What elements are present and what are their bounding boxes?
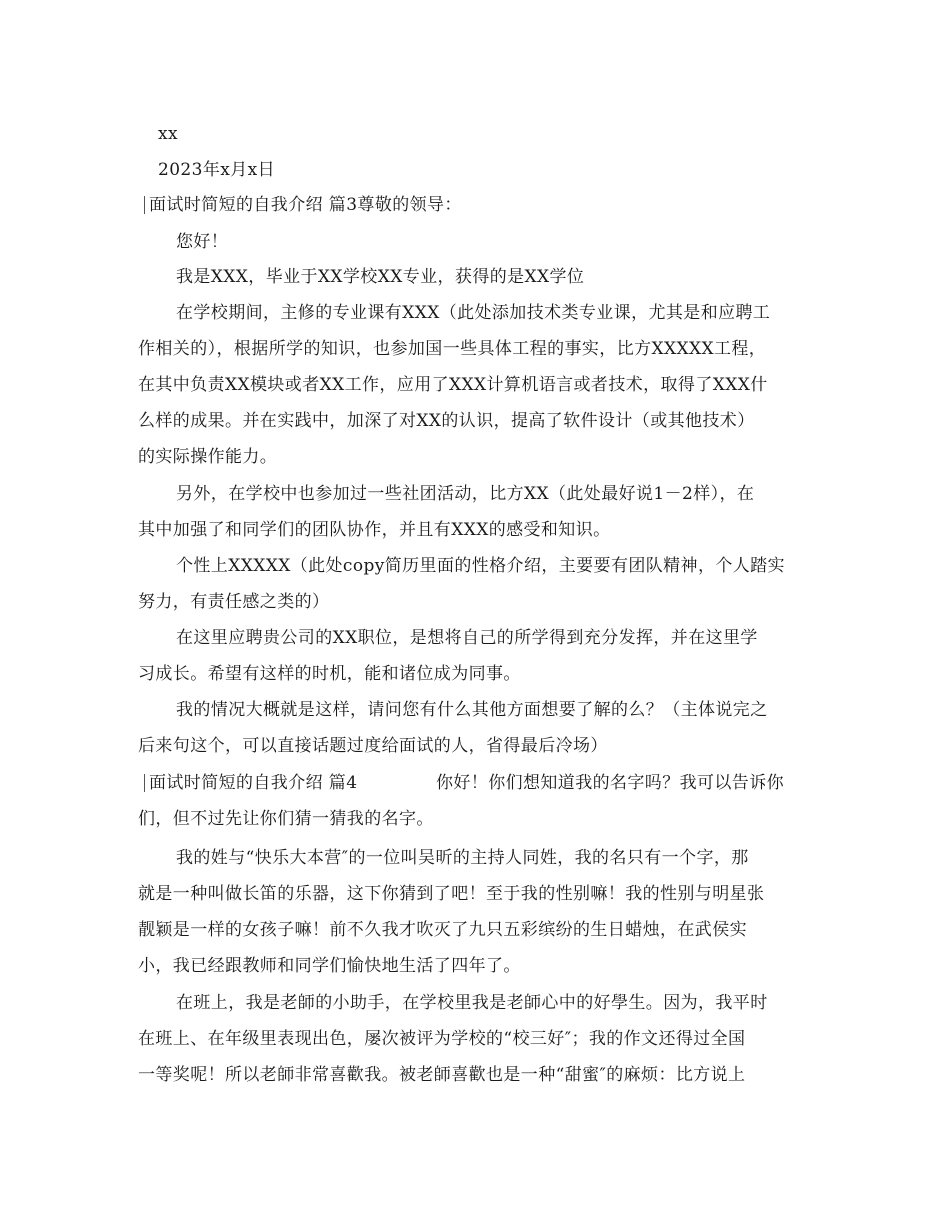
paragraph-line: 靓颖是一样的女孩子嘛！前不久我才吹灭了九只五彩缤纷的生日蜡烛，在武侯实: [138, 920, 747, 940]
paragraph-line: 后来句这个，可以直接话题过度给面试的人，省得最后冷场）: [138, 736, 608, 756]
paragraph-line: 作相关的），根据所学的知识，也参加国一些具体工程的事实，比方XXXXX工程，: [138, 339, 767, 359]
paragraph-line: 就是一种叫做长笛的乐器，这下你猜到了吧！至于我的性别嘛！我的性别与明星张: [138, 884, 765, 904]
paragraph-line: 您好！: [176, 232, 229, 252]
paragraph-line: 么样的成果。并在实践中，加深了对XX的认识，提高了软件设计（或其他技术）: [138, 411, 755, 431]
paragraph-line: 我的情况大概就是这样，请问您有什么其他方面想要了解的么？（主体说完之: [176, 700, 768, 720]
paragraph-line: 在班上，我是老師的小助手，在学校里我是老師心中的好學生。因为，我平时: [176, 993, 768, 1013]
paragraph-line: 其中加强了和同学们的团队协作，并且有XXX的感受和知识。: [138, 520, 611, 540]
paragraph-line: 努力，有责任感之类的）: [138, 592, 330, 612]
section-4-heading: 面试时简短的自我介绍 篇4: [149, 773, 358, 793]
paragraph-line: 习成长。希望有这样的时机，能和诸位成为同事。: [138, 664, 521, 684]
paragraph-line: 在学校期间，主修的专业课有XXX（此处添加技术类专业课，尤其是和应聘工: [176, 303, 771, 323]
paragraph-line: 们，但不过先让你们猜一猜我的名字。: [138, 809, 434, 829]
paragraph-line: 我是XXX，毕业于XX学校XX专业，获得的是XX学位: [176, 267, 585, 287]
paragraph-line: 的实际操作能力。: [138, 447, 278, 467]
paragraph-line: 在其中负责XX模块或者XX工作，应用了XXX计算机语言或者技术，取得了XXX什: [138, 375, 768, 395]
section-3-marker: [144, 196, 145, 214]
paragraph-line: 在班上、在年级里表现出色，屡次被评为学校的“校三好″；我的作文还得过全国: [138, 1029, 746, 1049]
paragraph-line: 在这里应聘贵公司的XX职位，是想将自己的所学得到充分发挥，并在这里学: [176, 628, 758, 648]
paragraph-line: 另外，在学校中也参加过一些社团活动，比方XX（此处最好说1－2样），在: [176, 484, 755, 504]
paragraph-line: 一等奖呢！所以老師非常喜歡我。被老師喜歡也是一种“甜蜜″的麻烦：比方说上: [138, 1065, 746, 1085]
paragraph-line: 我的姓与“快乐大本营″的一位叫吴昕的主持人同姓，我的名只有一个字，那: [176, 848, 749, 868]
section-3-heading: 面试时简短的自我介绍 篇3尊敬的领导：: [149, 195, 462, 215]
paragraph-line: 你好！你们想知道我的名字吗？我可以告诉你: [436, 773, 784, 793]
paragraph-line: 小，我已经跟教师和同学们愉快地生活了四年了。: [138, 956, 521, 976]
signature-name: xx: [158, 124, 178, 144]
section-4-marker: [144, 774, 145, 792]
signature-date: 2023年x月x日: [158, 160, 276, 180]
paragraph-line: 个性上XXXXX（此处copy简历里面的性格介绍，主要要有团队精神，个人踏实: [176, 556, 785, 576]
